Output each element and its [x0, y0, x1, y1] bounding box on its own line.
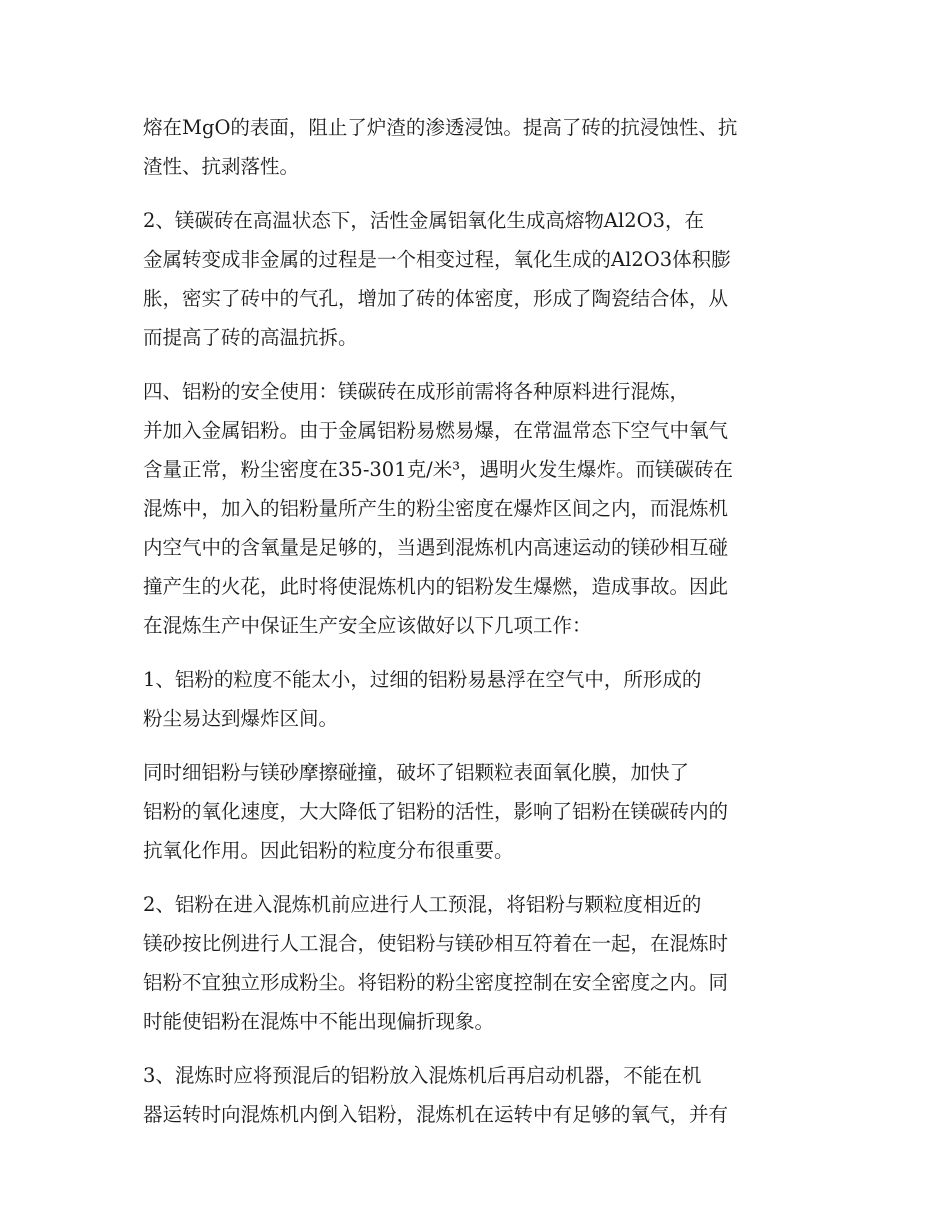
text-line: 铝粉的氧化速度，大大降低了铝粉的活性，影响了铝粉在镁碳砖内的 — [143, 800, 729, 823]
text-line: 1、铝粉的粒度不能太小，过细的铝粉易悬浮在空气中，所形成的 — [143, 668, 702, 691]
text-line: 四、铝粉的安全使用：镁碳砖在成形前需将各种原料进行混炼， — [143, 380, 690, 403]
text-line: 抗氧化作用。因此铝粉的粒度分布很重要。 — [143, 839, 514, 862]
text-line: 2、铝粉在进入混炼机前应进行人工预混，将铝粉与颗粒度相近的 — [143, 893, 702, 916]
paragraph-2 — [143, 201, 808, 357]
text-line: 而提高了砖的高温抗拆。 — [143, 326, 358, 349]
text-line: 金属转变成非金属的过程是一个相变过程，氧化生成的Al2O3体积膨 — [143, 248, 731, 271]
paragraph-7 — [143, 1056, 808, 1134]
text-line: 镁砂按比例进行人工混合，使铝粉与镁砂相互符着在一起，在混炼时 — [143, 932, 729, 955]
paragraph-3 — [143, 372, 808, 645]
text-line: 内空气中的含氧量是足够的，当遇到混炼机内高速运动的镁砂相互碰 — [143, 536, 729, 559]
text-line: 粉尘易达到爆炸区间。 — [143, 707, 339, 730]
document-page — [143, 108, 808, 1149]
text-line: 撞产生的火花，此时将使混炼机内的铝粉发生爆燃，造成事故。因此 — [143, 575, 729, 598]
text-line: 铝粉不宜独立形成粉尘。将铝粉的粉尘密度控制在安全密度之内。同 — [143, 971, 729, 994]
text-line: 混炼中，加入的铝粉量所产生的粉尘密度在爆炸区间之内，而混炼机 — [143, 497, 729, 520]
paragraph-6 — [143, 885, 808, 1041]
paragraph-1 — [143, 108, 808, 186]
text-line: 熔在MgO的表面，阻止了炉渣的渗透浸蚀。提高了砖的抗浸蚀性、抗 — [143, 116, 738, 139]
text-line: 3、混炼时应将预混后的铝粉放入混炼机后再启动机器，不能在机 — [143, 1064, 702, 1087]
text-line: 在混炼生产中保证生产安全应该做好以下几项工作： — [143, 614, 592, 637]
text-line: 含量正常，粉尘密度在35-301克/米³，遇明火发生爆炸。而镁碳砖在 — [143, 458, 734, 481]
text-line: 渣性、抗剥落性。 — [143, 155, 300, 178]
text-line: 器运转时向混炼机内倒入铝粉，混炼机在运转中有足够的氧气，并有 — [143, 1103, 729, 1126]
text-line: 同时细铝粉与镁砂摩擦碰撞，破坏了铝颗粒表面氧化膜，加快了 — [143, 761, 690, 784]
text-line: 胀，密实了砖中的气孔，增加了砖的体密度，形成了陶瓷结合体，从 — [143, 287, 729, 310]
paragraph-4 — [143, 660, 808, 738]
text-line: 2、镁碳砖在高温状态下，活性金属铝氧化生成高熔物Al2O3，在 — [143, 209, 705, 232]
text-line: 并加入金属铝粉。由于金属铝粉易燃易爆，在常温常态下空气中氧气 — [143, 419, 729, 442]
text-line: 时能使铝粉在混炼中不能出现偏折现象。 — [143, 1010, 495, 1033]
paragraph-5 — [143, 753, 808, 870]
